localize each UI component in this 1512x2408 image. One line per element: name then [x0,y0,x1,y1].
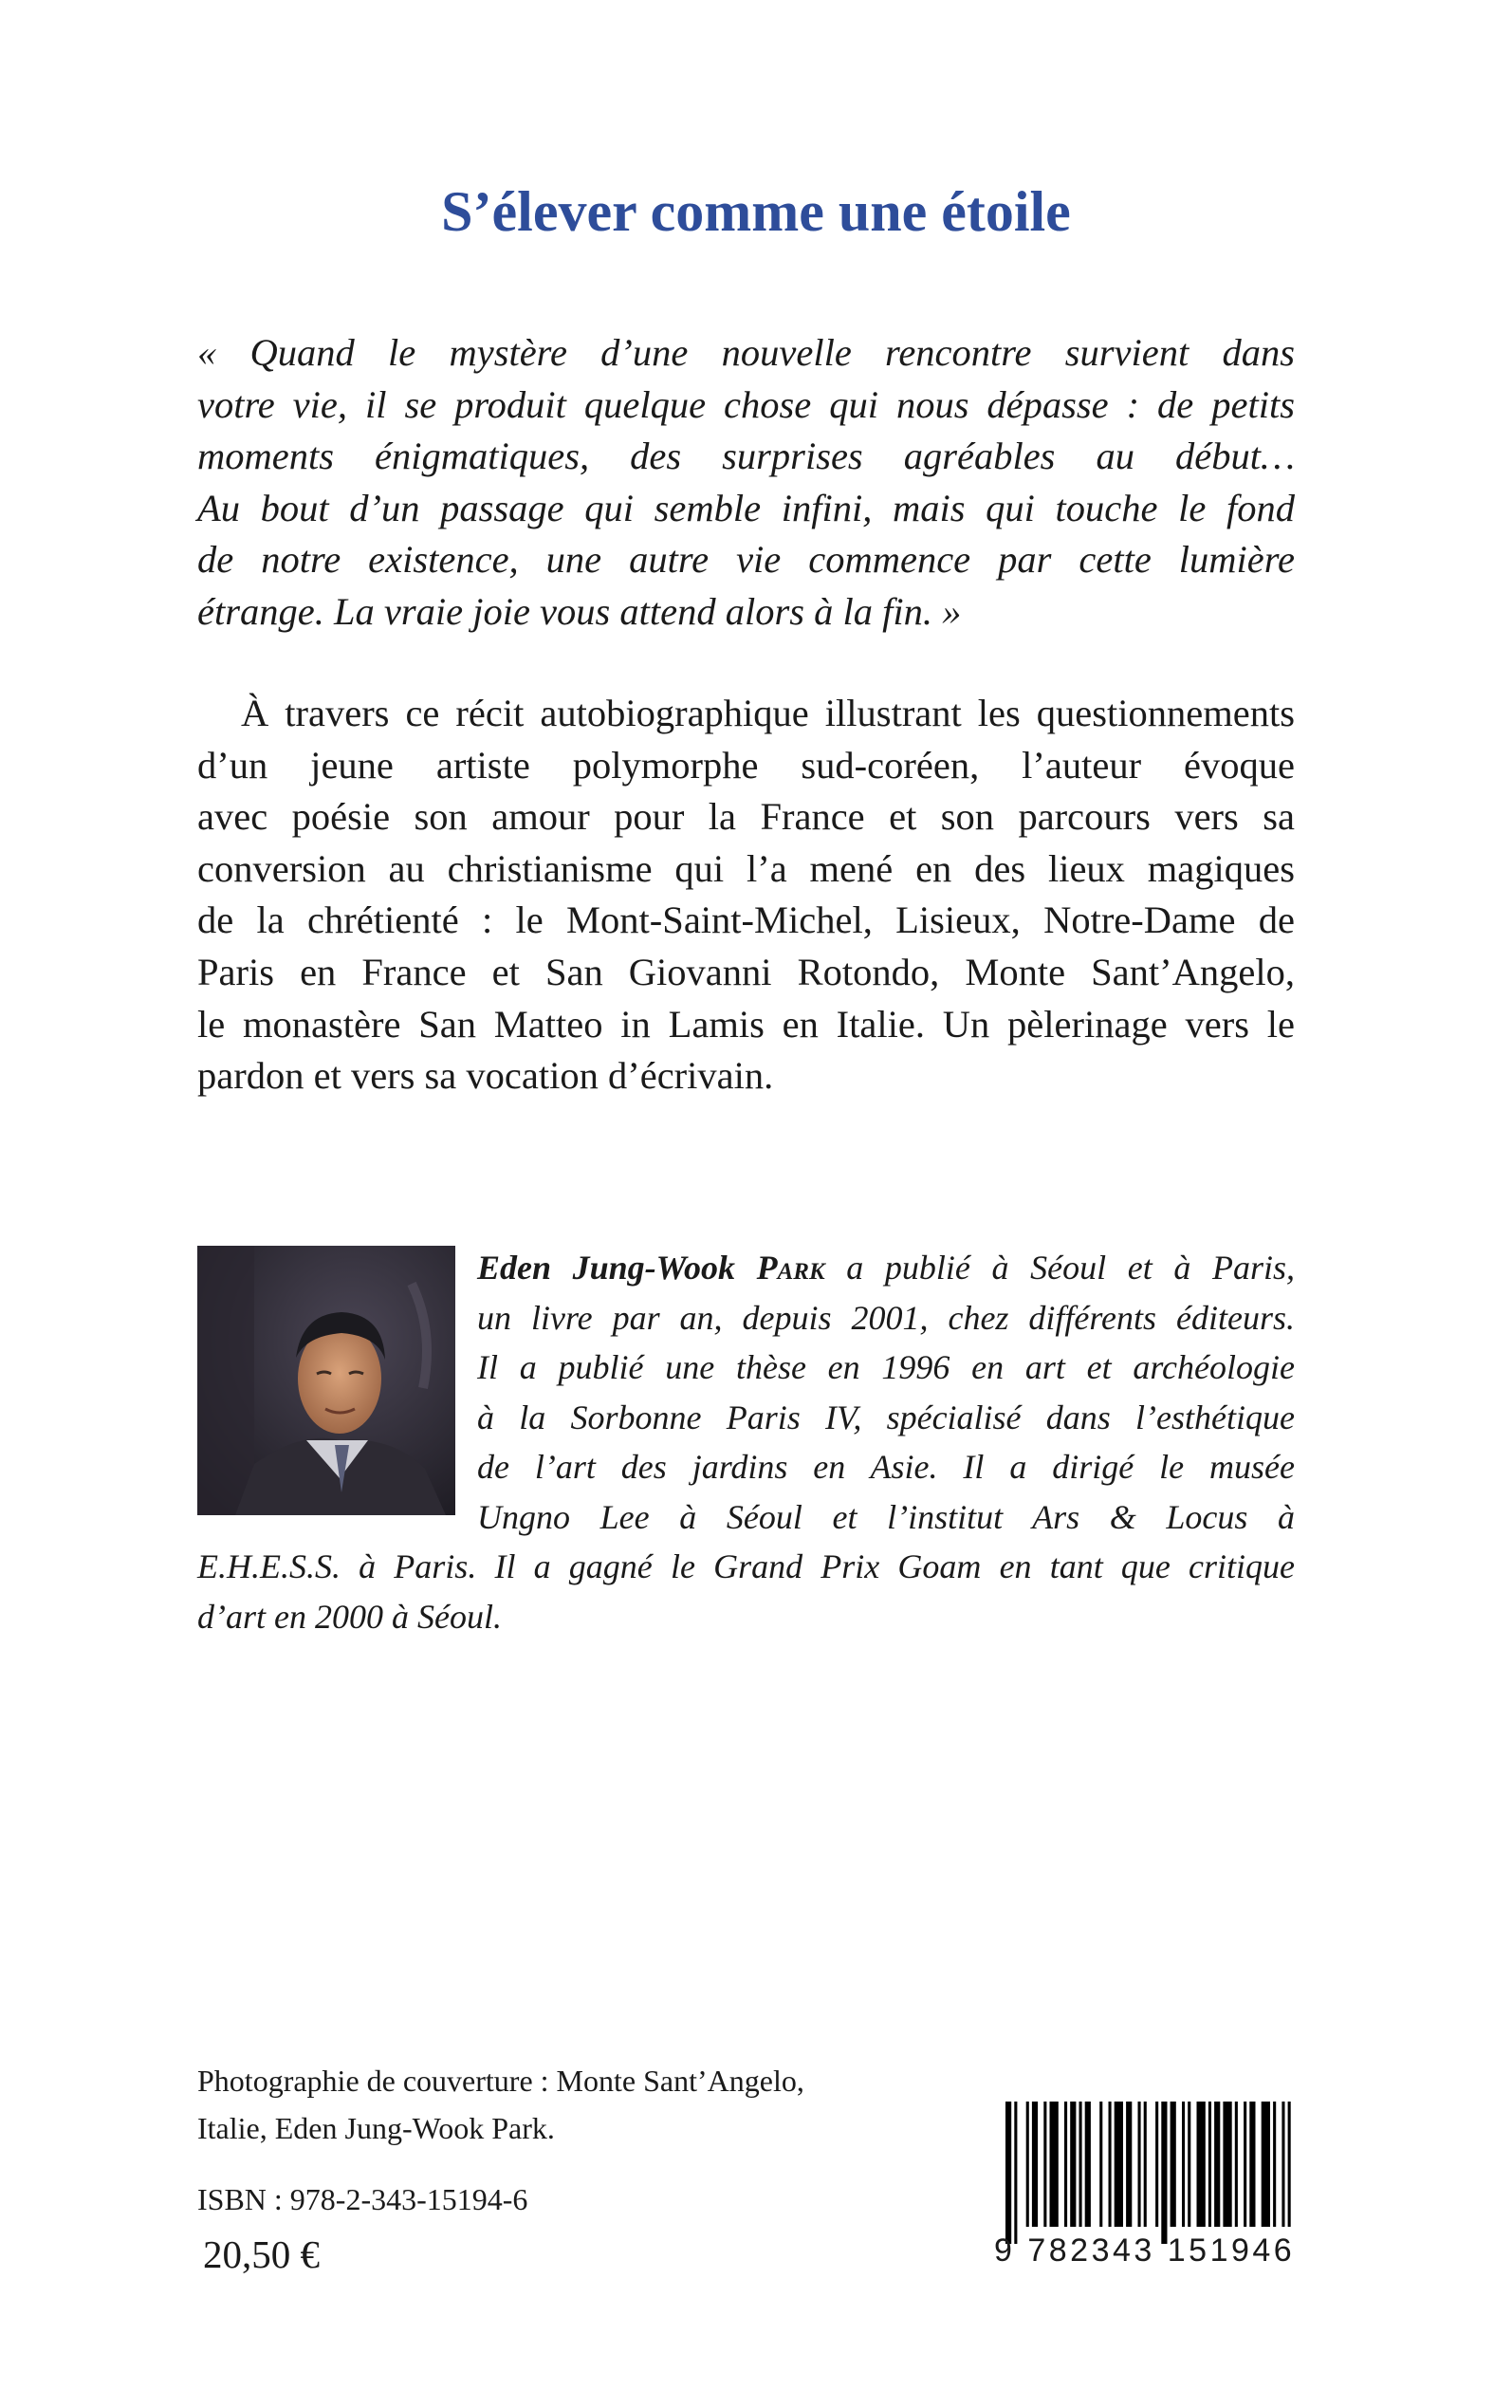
barcode-bar [1085,2102,1091,2227]
barcode-bar [1214,2102,1220,2227]
barcode-digits: 9 782343 151946 [994,2232,1296,2269]
barcode-bar [1282,2102,1284,2227]
barcode-bar [1099,2102,1102,2227]
barcode-bar [1043,2102,1046,2227]
bio-first-line [197,1243,1295,1293]
barcode-bar [1064,2102,1067,2227]
quote-line: Au bout d’un passage qui semble infini, mais qui touche le fond [197,486,1295,529]
quote-line: « Quand le mystère d’une nouvelle rencontre survient dans [197,331,1295,374]
barcode-bar [1126,2102,1132,2227]
credits-line: Italie, Eden Jung-Wook Park. [197,2111,555,2145]
barcode-bar [1171,2102,1176,2227]
book-quote [197,327,1295,638]
photo-credits [197,2057,804,2152]
author-last-name: Park [756,1249,825,1287]
barcode-bar [1032,2102,1038,2227]
barcode-bar [1249,2102,1255,2227]
summary-line: conversion au christianisme qui l’a mené en des lieux magiques [197,846,1295,890]
barcode-bar [1026,2102,1029,2227]
barcode-bar [1079,2102,1082,2227]
bio-line: Ungno Lee à Séoul et l’institut Ars & Locus à [477,1497,1295,1536]
summary-line: avec poésie son amour pour la France et son parcours vers sa [197,795,1295,839]
author-bio [197,1243,1295,1641]
bio-line: un livre par an, depuis 2001, chez différents éditeurs. [477,1298,1295,1337]
barcode-bar [1115,2102,1123,2227]
book-title: S’élever comme une étoile [441,180,1071,244]
credits-line: Photographie de couverture : Monte Sant’Angelo, [197,2064,804,2098]
barcode-bar [1005,2102,1011,2244]
quote-line: moments énigmatiques, des surprises agréables au début… [197,435,1295,477]
barcode-bar [1262,2102,1270,2227]
summary-line: d’un jeune artiste polymorphe sud-coréen, l’auteur évoque [197,743,1295,787]
barcode-bar [1138,2102,1141,2227]
summary-line: de la chrétienté : le Mont-Saint-Michel, Lisieux, Notre-Dame de [197,898,1295,942]
price-label: 20,50 € [203,2232,320,2276]
quote-line: votre vie, il se produit quelque chose qui nous dépasse : de petits [197,382,1295,426]
summary-line: le monastère San Matteo in Lamis en Italie. Un pèlerinage vers le [197,1002,1295,1046]
bio-line: a publié à Séoul et à Paris, [846,1249,1295,1287]
isbn-label: ISBN : 978-2-343-15194-6 [197,2182,528,2216]
summary-line: À travers ce récit autobiographique illustrant les questionnements [241,692,1295,734]
barcode-bar [1288,2102,1291,2227]
barcode-bar [1273,2102,1276,2227]
summary-line: Paris en France et San Giovanni Rotondo, Monte Sant’Angelo, [197,950,1295,993]
barcode-bar [1155,2102,1158,2227]
bio-line: Il a publié une thèse en 1996 en art et archéologie [477,1348,1295,1386]
barcode-bar [1144,2102,1147,2227]
book-summary [197,688,1295,1102]
quote-line: étrange. La vraie joie vous attend alors à la fin. » [197,589,962,633]
barcode-bar [1182,2102,1185,2227]
bio-line: E.H.E.S.S. à Paris. Il a gagné le Grand Prix Goam en tant que critique [197,1547,1295,1585]
barcode-bar [1223,2102,1231,2227]
bio-line: de l’art des jardins en Asie. Il a dirigé le musée [477,1448,1295,1486]
author-name [477,1249,825,1287]
barcode-bar [1109,2102,1112,2227]
quote-line: de notre existence, une autre vie commence par cette lumière [197,538,1295,581]
bio-line: d’art en 2000 à Séoul. [197,1597,502,1636]
barcode-bar [1244,2102,1246,2227]
barcode-bar [1014,2102,1017,2244]
author-first-name: Eden Jung-Wook [477,1249,736,1287]
bio-line: à la Sorbonne Paris IV, spécialisé dans l’esthétique [477,1398,1295,1436]
barcode-bar [1070,2102,1076,2227]
barcode-bar [1208,2102,1211,2227]
summary-line: pardon et vers sa vocation d’écrivain. [197,1054,774,1098]
barcode-bar [1235,2102,1238,2227]
barcode-bar [1197,2102,1206,2227]
barcode-bar [1161,2102,1167,2244]
barcode-bar [1188,2102,1190,2227]
barcode-bar [1050,2102,1059,2227]
